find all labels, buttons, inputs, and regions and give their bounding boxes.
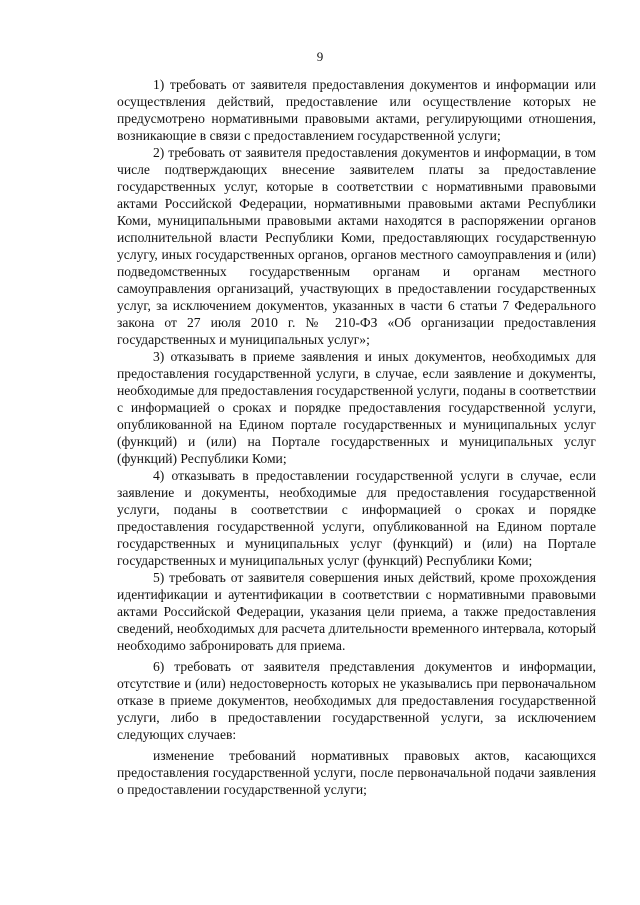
paragraph-item-6: 6) требовать от заявителя представления документов и информации, отсутствие и (или) недостоверность которых не указывались при первоначальном отказе в приеме документов, необходимых для предоставления государственной услуги, либо в предоставлении государственной услуги, за исключением следующих случаев: <box>117 659 596 742</box>
paragraph-item-2: 2) требовать от заявителя предоставления документов и информации, в том числе подтверждающих внесение заявителем платы за предоставление государственных услуг, которые в соответствии с нормативными правовыми актами Российской Федерации, нормативными правовыми актами Республики Коми, муниципальными правовыми актами находятся в распоряжении органов исполнительной власти Республики Коми, предоставляющих государственную услугу, иных государственных органов, органов местного самоуправления и (или) подведомственных государственным органам и органам местного самоуправления организаций, участвующих в предоставлении государственных услуг, за исключением документов, указанных в части 6 статьи 7 Федерального закона от 27 июля 2010 г. № 210-ФЗ «Об организации предоставления государственных и муниципальных услуг»; <box>117 145 596 347</box>
page-number: 9 <box>316 49 324 64</box>
paragraph-item-4: 4) отказывать в предоставлении государственной услуги в случае, если заявление и документы, необходимые для предоставления государственной услуги, поданы в соответствии с информацией о сроках и порядке предоставления государственной услуги, опубликованной на Едином портале государственных и муниципальных услуг (функций) и (или) на Портале государственных и муниципальных услуг (функций) Республики Коми; <box>117 468 596 568</box>
paragraph-exception-1: изменение требований нормативных правовых актов, касающихся предоставления государственной услуги, после первоначальной подачи заявления о предоставлении государственной услуги; <box>117 748 596 797</box>
document-body <box>117 76 596 798</box>
paragraph-item-1: 1) требовать от заявителя предоставления документов и информации или осуществления действий, предоставление или осуществление которых не предусмотрено нормативными правовыми актами, регулирующими отношения, возникающие в связи с предоставлением государственной услуги; <box>117 77 596 143</box>
paragraph-item-3: 3) отказывать в приеме заявления и иных документов, необходимых для предоставления государственной услуги, в случае, если заявление и документы, необходимые для предоставления государственной услуги, поданы в соответствии с информацией о сроках и порядке предоставления государственной услуги, опубликованной на Едином портале государственных и муниципальных услуг (функций) и (или) на Портале государственных и муниципальных услуг (функций) Республики Коми; <box>117 349 596 466</box>
paragraph-item-5: 5) требовать от заявителя совершения иных действий, кроме прохождения идентификации и аутентификации в соответствии с нормативными правовыми актами Российской Федерации, указания цели приема, а также предоставления сведений, необходимых для расчета длительности временного интервала, который необходимо забронировать для приема. <box>117 570 596 653</box>
